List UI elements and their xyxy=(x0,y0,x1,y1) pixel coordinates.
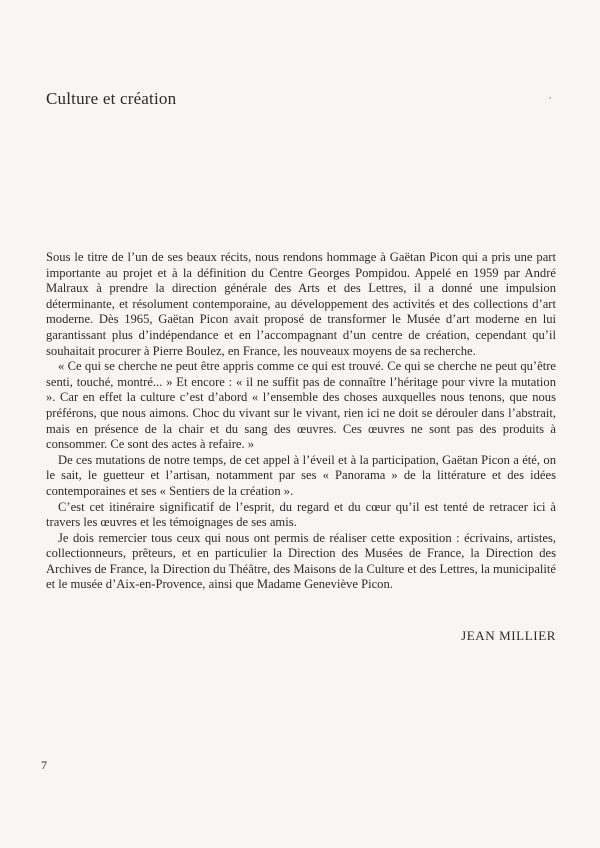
paragraph-quote: « Ce qui se cherche ne peut être appris comme ce qui est trouvé. Ce qui se cherche ne peut qu’être senti, touché, montré... » Et encore : « il ne suffit pas de connaître l’héritage pour vivre la mutation ». Car en effet la culture c’est d’abord « l’ensemble des choses auxquelles nous tenons, que nous préférons, que nous aimons. Choc du vivant sur le vivant, rien ici ne doit se dérouler dans l’abstrait, mais en présence de la chair et du sang des œuvres. Ces œuvres ne sont pas des produits à consommer. Ce sont des actes à refaire. » xyxy=(46,359,556,452)
paragraph-itinerary: C’est cet itinéraire significatif de l’esprit, du regard et du cœur qu’il est tenté de retracer ici à travers les œuvres et les témoignages de ses amis. xyxy=(46,499,556,530)
paragraph-mutations: De ces mutations de notre temps, de cet appel à l’éveil et à la participation, Gaëtan Picon a été, on le sait, le guetteur et l’artisan, notamment par ses « Panorama » de la littérature et des idées contemporaines et ses « Sentiers de la création ». xyxy=(46,452,556,498)
page-number: 7 xyxy=(41,758,47,772)
paragraph-thanks: Je dois remercier tous ceux qui nous ont permis de réaliser cette exposition : écrivains, artistes, collectionneurs, prêteurs, et en particulier la Direction des Musées de France, la Direction des Archives de France, la Direction du Théâtre, des Maisons de la Culture et des Lettres, la municipalité et le musée d’Aix-en-Provence, ainsi que Madame Geneviève Picon. xyxy=(46,530,556,592)
signature: JEAN MILLIER xyxy=(461,628,556,643)
chapter-title: Culture et création xyxy=(46,89,177,108)
paragraph-intro: Sous le titre de l’un de ses beaux récits, nous rendons hommage à Gaëtan Picon qui a pris une part importante au projet et à la définition du Centre Georges Pompidou. Appelé en 1959 par André Malraux à prendre la direction générale des Arts et des Lettres, il a donné une impulsion déterminante, et résolument contemporaine, au développement des activités et des collections d’art moderne. Dès 1965, Gaëtan Picon avait proposé de transformer le Musée d’art moderne en lui garantissant plus d’indépendance et en l’accompagnant d’un centre de création, cependant qu’il souhaitait procurer à Pierre Boulez, en France, les nouveaux moyens de sa recherche. xyxy=(46,250,556,358)
paper-speck xyxy=(549,97,551,99)
body-text xyxy=(46,250,556,593)
